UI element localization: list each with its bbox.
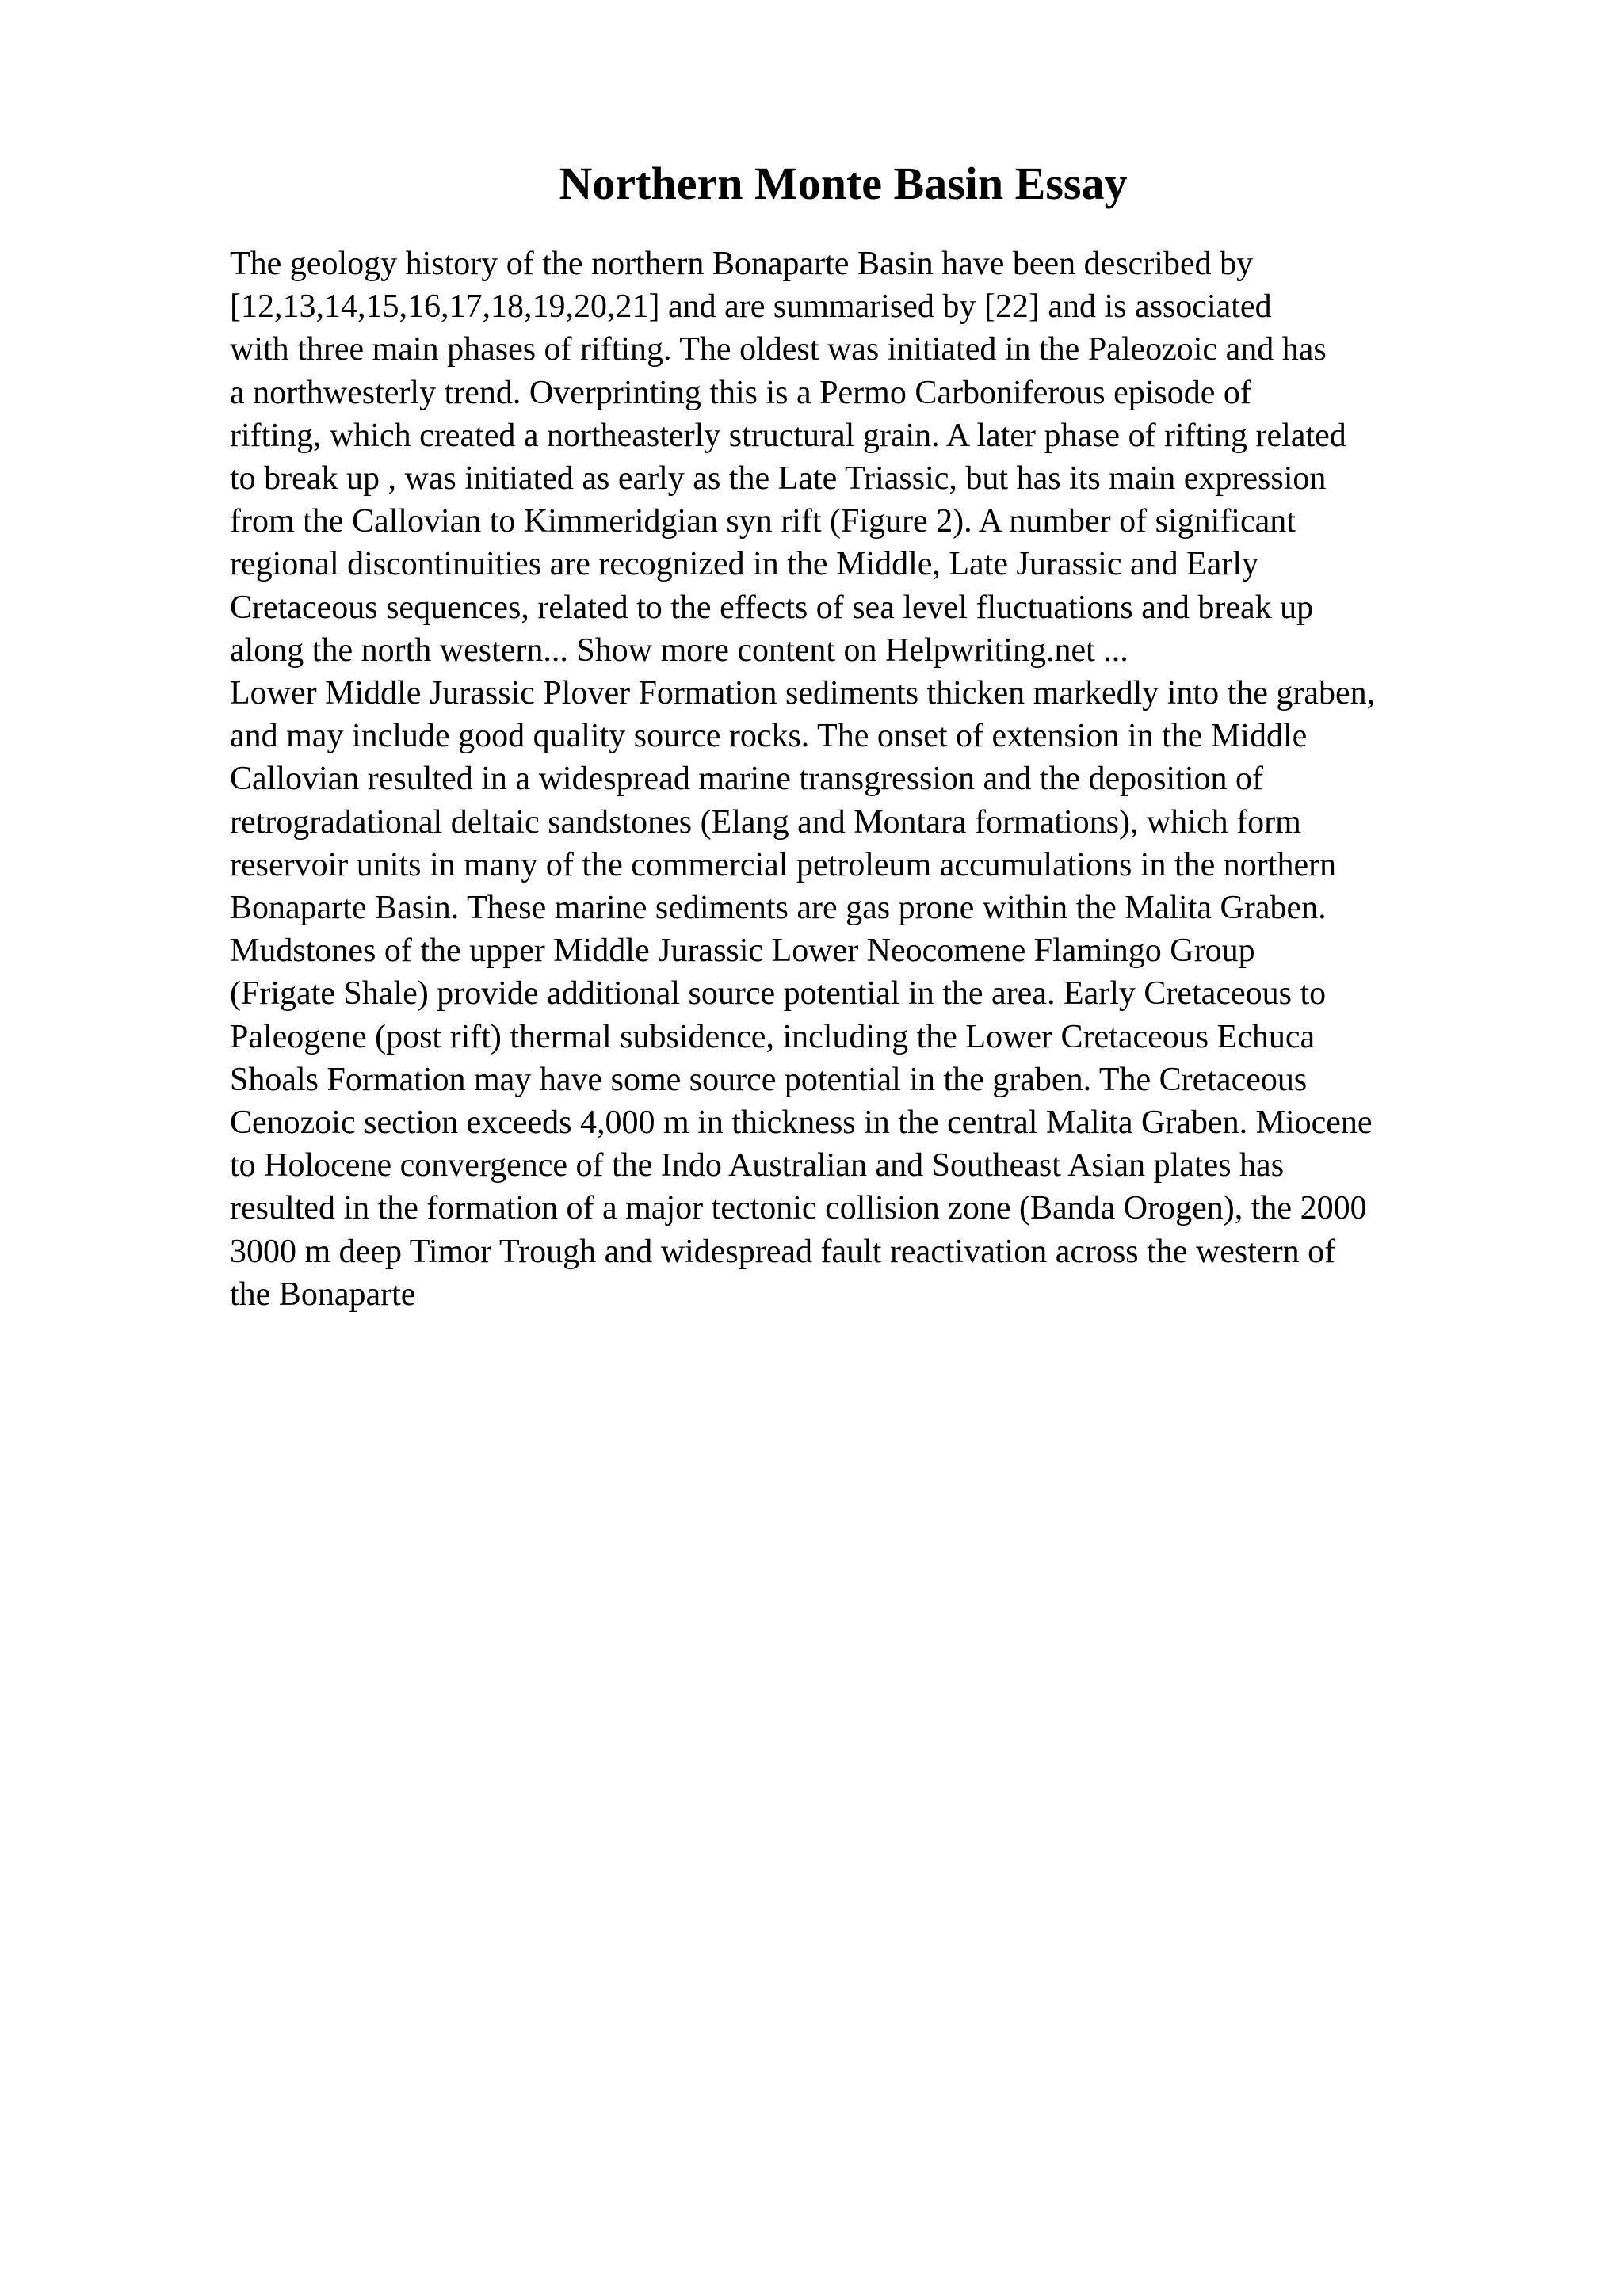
body-line: reservoir units in many of the commercial petroleum accumulations in the northern <box>230 846 1337 883</box>
body-line: the Bonaparte <box>230 1276 416 1313</box>
body-line: to break up , was initiated as early as the Late Triassic, but has its main expression <box>230 460 1327 498</box>
body-line: Mudstones of the upper Middle Jurassic Lower Neocomene Flamingo Group <box>230 933 1255 970</box>
body-line: Shoals Formation may have some source potential in the graben. The Cretaceous <box>230 1061 1308 1098</box>
body-line: to Holocene convergence of the Indo Australian and Southeast Asian plates has <box>230 1147 1285 1184</box>
body-line: a northwesterly trend. Overprinting this is a Permo Carboniferous episode of <box>230 374 1251 411</box>
body-line: Callovian resulted in a widespread marine transgression and the deposition of <box>230 761 1263 798</box>
body-line: Paleogene (post rift) thermal subsidence, including the Lower Cretaceous Echuca <box>230 1018 1316 1055</box>
body-line: Bonaparte Basin. These marine sediments are gas prone within the Malita Graben. <box>230 890 1327 927</box>
body-line: retrogradational deltaic sandstones (Elang and Montara formations), which form <box>230 803 1301 841</box>
body-line: 3000 m deep Timor Trough and widespread fault reactivation across the western of <box>230 1233 1336 1270</box>
body-line: and may include good quality source rocks. The onset of extension in the Middle <box>230 718 1308 755</box>
body-line: Lower Middle Jurassic Plover Formation sediments thicken markedly into the graben, <box>230 675 1376 712</box>
body-line: The geology history of the northern Bonaparte Basin have been described by <box>230 246 1254 282</box>
body-line: regional discontinuities are recognized in the Middle, Late Jurassic and Early <box>230 546 1259 583</box>
document-title: Northern Monte Basin Essay <box>559 158 1128 209</box>
body-line: [12,13,14,15,16,17,18,19,20,21] and are summarised by [22] and is associated <box>230 288 1272 326</box>
body-line: (Frigate Shale) provide additional source potential in the area. Early Cretaceous to <box>230 975 1327 1013</box>
body-line: Cretaceous sequences, related to the effects of sea level fluctuations and break up <box>230 589 1314 626</box>
body-line: resulted in the formation of a major tectonic collision zone (Banda Orogen), the 2000 <box>230 1190 1367 1227</box>
body-line: along the north western... Show more content on Helpwriting.net ... <box>230 631 1128 669</box>
document-body <box>230 242 1529 1316</box>
body-line: Cenozoic section exceeds 4,000 m in thickness in the central Malita Graben. Miocene <box>230 1104 1373 1142</box>
body-line: with three main phases of rifting. The oldest was initiated in the Paleozoic and has <box>230 331 1327 368</box>
body-line: from the Callovian to Kimmeridgian syn rift (Figure 2). A number of significant <box>230 503 1296 540</box>
body-line: rifting, which created a northeasterly structural grain. A later phase of rifting related <box>230 417 1346 454</box>
